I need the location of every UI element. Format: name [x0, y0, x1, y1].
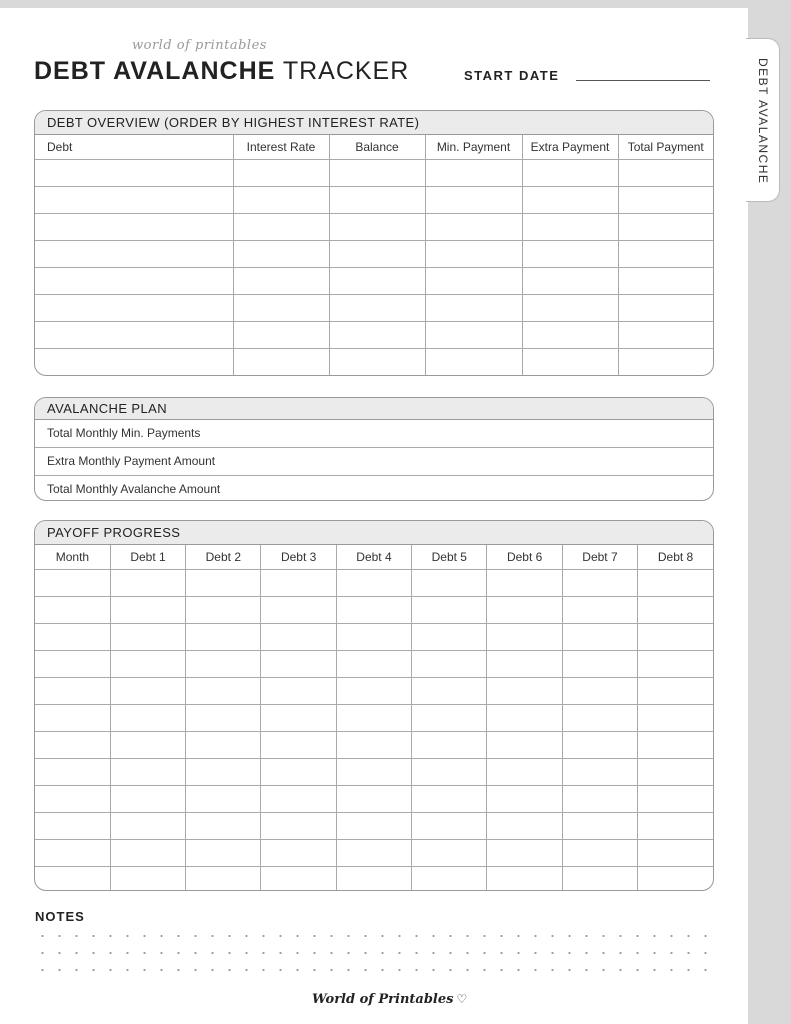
debt-overview-cell[interactable] [522, 295, 618, 322]
payoff-progress-cell[interactable] [336, 813, 411, 840]
payoff-progress-cell[interactable] [110, 570, 185, 597]
payoff-progress-cell[interactable] [412, 705, 487, 732]
payoff-progress-cell[interactable] [487, 570, 562, 597]
payoff-progress-cell[interactable] [110, 867, 185, 892]
payoff-progress-cell[interactable] [487, 786, 562, 813]
payoff-progress-cell[interactable] [110, 705, 185, 732]
debt-overview-cell[interactable] [329, 187, 425, 214]
payoff-progress-cell[interactable] [336, 570, 411, 597]
payoff-progress-cell[interactable] [638, 570, 713, 597]
payoff-progress-row [35, 732, 713, 759]
payoff-progress-table [35, 545, 713, 891]
payoff-progress-cell[interactable] [638, 840, 713, 867]
debt-overview-cell[interactable] [618, 187, 713, 214]
debt-overview-cell[interactable] [522, 322, 618, 349]
debt-overview-cell[interactable] [522, 214, 618, 241]
debt-overview-cell[interactable] [329, 268, 425, 295]
column-header-debt-2: Debt 2 [186, 545, 261, 570]
payoff-progress-cell[interactable] [110, 678, 185, 705]
debt-overview-cell[interactable] [425, 295, 522, 322]
payoff-progress-cell[interactable] [261, 705, 336, 732]
payoff-progress-cell[interactable] [261, 651, 336, 678]
debt-overview-cell[interactable] [425, 349, 522, 376]
payoff-progress-cell[interactable] [412, 867, 487, 892]
payoff-progress-cell[interactable] [261, 597, 336, 624]
debt-overview-cell[interactable] [233, 322, 329, 349]
debt-overview-cell[interactable] [618, 160, 713, 187]
start-date-label: START DATE [464, 68, 560, 83]
payoff-progress-cell[interactable] [35, 867, 110, 892]
notes-dot-line[interactable] [34, 935, 716, 937]
debt-overview-row [35, 241, 713, 268]
payoff-progress-cell[interactable] [35, 759, 110, 786]
payoff-progress-cell[interactable] [261, 786, 336, 813]
payoff-progress-row [35, 840, 713, 867]
debt-overview-cell[interactable] [618, 268, 713, 295]
debt-overview-cell[interactable] [329, 214, 425, 241]
payoff-progress-cell[interactable] [487, 813, 562, 840]
payoff-progress-cell[interactable] [336, 651, 411, 678]
debt-overview-cell[interactable] [522, 268, 618, 295]
debt-overview-cell[interactable] [522, 187, 618, 214]
debt-overview-cell[interactable] [618, 241, 713, 268]
payoff-progress-cell[interactable] [261, 678, 336, 705]
debt-overview-panel [34, 110, 714, 376]
debt-overview-cell[interactable] [35, 187, 233, 214]
payoff-progress-cell[interactable] [638, 813, 713, 840]
payoff-progress-cell[interactable] [412, 732, 487, 759]
payoff-progress-cell[interactable] [336, 597, 411, 624]
debt-overview-row [35, 295, 713, 322]
payoff-progress-row [35, 759, 713, 786]
heart-icon: ♡ [456, 992, 468, 1006]
debt-overview-cell[interactable] [425, 268, 522, 295]
column-header-debt-3: Debt 3 [261, 545, 336, 570]
payoff-progress-cell[interactable] [110, 597, 185, 624]
payoff-progress-cell[interactable] [35, 840, 110, 867]
debt-overview-cell[interactable] [425, 187, 522, 214]
payoff-progress-cell[interactable] [186, 570, 261, 597]
payoff-progress-cell[interactable] [261, 624, 336, 651]
payoff-progress-panel [34, 520, 714, 891]
payoff-progress-cell[interactable] [412, 786, 487, 813]
column-header-debt-4: Debt 4 [336, 545, 411, 570]
debt-overview-cell[interactable] [35, 214, 233, 241]
debt-overview-cell[interactable] [35, 268, 233, 295]
payoff-progress-row [35, 570, 713, 597]
payoff-progress-cell[interactable] [562, 624, 637, 651]
payoff-progress-cell[interactable] [336, 624, 411, 651]
payoff-progress-row [35, 705, 713, 732]
debt-overview-cell[interactable] [233, 241, 329, 268]
payoff-progress-cell[interactable] [110, 813, 185, 840]
payoff-progress-cell[interactable] [110, 786, 185, 813]
payoff-progress-cell[interactable] [562, 651, 637, 678]
payoff-progress-cell[interactable] [562, 570, 637, 597]
payoff-progress-cell[interactable] [412, 813, 487, 840]
plan-row-extra-payment[interactable]: Extra Monthly Payment Amount [35, 447, 713, 475]
debt-overview-cell[interactable] [233, 160, 329, 187]
payoff-progress-cell[interactable] [336, 759, 411, 786]
payoff-progress-cell[interactable] [186, 597, 261, 624]
payoff-progress-cell[interactable] [562, 678, 637, 705]
debt-overview-cell[interactable] [618, 322, 713, 349]
payoff-progress-cell[interactable] [638, 597, 713, 624]
debt-overview-cell[interactable] [329, 322, 425, 349]
payoff-progress-cell[interactable] [336, 786, 411, 813]
payoff-progress-cell[interactable] [487, 840, 562, 867]
debt-overview-cell[interactable] [618, 214, 713, 241]
column-header-interest-rate: Interest Rate [233, 135, 329, 160]
debt-overview-table [35, 135, 713, 375]
payoff-progress-cell[interactable] [336, 678, 411, 705]
column-header-extra-payment: Extra Payment [522, 135, 618, 160]
payoff-progress-cell[interactable] [186, 840, 261, 867]
brand-script-logo: world of printables [132, 38, 267, 53]
notes-dot-line[interactable] [34, 969, 716, 971]
debt-overview-cell[interactable] [233, 187, 329, 214]
debt-overview-row [35, 268, 713, 295]
payoff-progress-cell[interactable] [562, 786, 637, 813]
payoff-progress-cell[interactable] [336, 732, 411, 759]
plan-row-total-min-payments[interactable]: Total Monthly Min. Payments [47, 426, 201, 440]
payoff-progress-cell[interactable] [562, 759, 637, 786]
page-title-bold: DEBT AVALANCHE [34, 57, 276, 85]
payoff-progress-row [35, 867, 713, 892]
payoff-progress-cell[interactable] [638, 624, 713, 651]
side-tab-label: DEBT AVALANCHE [756, 57, 770, 185]
column-header-debt-6: Debt 6 [487, 545, 562, 570]
payoff-progress-cell[interactable] [487, 597, 562, 624]
payoff-progress-cell[interactable] [638, 705, 713, 732]
payoff-progress-cell[interactable] [261, 570, 336, 597]
payoff-progress-cell[interactable] [562, 597, 637, 624]
payoff-progress-row [35, 786, 713, 813]
debt-overview-cell[interactable] [329, 349, 425, 376]
payoff-progress-cell[interactable] [487, 867, 562, 892]
payoff-progress-cell[interactable] [412, 651, 487, 678]
payoff-progress-cell[interactable] [35, 597, 110, 624]
debt-overview-cell[interactable] [233, 349, 329, 376]
avalanche-plan-title: AVALANCHE PLAN [35, 398, 713, 420]
payoff-progress-row [35, 597, 713, 624]
debt-overview-row [35, 214, 713, 241]
column-header-debt-7: Debt 7 [562, 545, 637, 570]
payoff-progress-cell[interactable] [487, 732, 562, 759]
payoff-progress-cell[interactable] [35, 570, 110, 597]
payoff-progress-cell[interactable] [186, 786, 261, 813]
payoff-progress-cell[interactable] [110, 732, 185, 759]
debt-overview-cell[interactable] [425, 322, 522, 349]
payoff-progress-cell[interactable] [261, 813, 336, 840]
payoff-progress-cell[interactable] [638, 759, 713, 786]
debt-overview-row [35, 349, 713, 376]
column-header-debt-1: Debt 1 [110, 545, 185, 570]
payoff-progress-cell[interactable] [261, 867, 336, 892]
payoff-progress-cell[interactable] [110, 651, 185, 678]
payoff-progress-cell[interactable] [487, 759, 562, 786]
column-header-debt-8: Debt 8 [638, 545, 713, 570]
payoff-progress-title: PAYOFF PROGRESS [35, 521, 713, 545]
start-date-field[interactable] [576, 80, 710, 81]
payoff-progress-cell[interactable] [186, 732, 261, 759]
payoff-progress-cell[interactable] [261, 732, 336, 759]
payoff-progress-cell[interactable] [487, 678, 562, 705]
payoff-progress-cell[interactable] [261, 759, 336, 786]
payoff-progress-cell[interactable] [562, 840, 637, 867]
footer-brand-text: World of Printables [312, 992, 454, 1007]
payoff-progress-cell[interactable] [35, 678, 110, 705]
payoff-progress-cell[interactable] [186, 813, 261, 840]
payoff-progress-cell[interactable] [35, 705, 110, 732]
notes-dot-line[interactable] [34, 952, 716, 954]
debt-overview-cell[interactable] [425, 214, 522, 241]
payoff-progress-cell[interactable] [35, 786, 110, 813]
payoff-progress-row [35, 624, 713, 651]
payoff-progress-row [35, 651, 713, 678]
payoff-progress-row [35, 678, 713, 705]
payoff-progress-cell[interactable] [110, 840, 185, 867]
payoff-progress-cell[interactable] [638, 867, 713, 892]
debt-overview-cell[interactable] [233, 295, 329, 322]
debt-overview-cell[interactable] [522, 349, 618, 376]
debt-overview-cell[interactable] [35, 241, 233, 268]
payoff-progress-cell[interactable] [487, 624, 562, 651]
payoff-progress-cell[interactable] [261, 840, 336, 867]
payoff-progress-cell[interactable] [562, 705, 637, 732]
payoff-progress-cell[interactable] [186, 867, 261, 892]
page-title-light: TRACKER [282, 57, 410, 85]
page-title [34, 56, 409, 86]
payoff-progress-cell[interactable] [562, 732, 637, 759]
debt-overview-cell[interactable] [522, 160, 618, 187]
debt-overview-cell[interactable] [618, 295, 713, 322]
payoff-progress-cell[interactable] [638, 786, 713, 813]
column-header-balance: Balance [329, 135, 425, 160]
column-header-debt: Debt [35, 135, 233, 160]
debt-overview-cell[interactable] [233, 268, 329, 295]
payoff-progress-cell[interactable] [638, 651, 713, 678]
payoff-progress-cell[interactable] [186, 624, 261, 651]
payoff-progress-cell[interactable] [186, 678, 261, 705]
debt-overview-cell[interactable] [35, 322, 233, 349]
payoff-progress-cell[interactable] [35, 651, 110, 678]
debt-overview-cell[interactable] [522, 241, 618, 268]
payoff-progress-cell[interactable] [638, 732, 713, 759]
notes-label: NOTES [35, 909, 85, 924]
payoff-progress-cell[interactable] [336, 867, 411, 892]
column-header-total-payment: Total Payment [618, 135, 713, 160]
debt-overview-cell[interactable] [329, 241, 425, 268]
payoff-progress-cell[interactable] [412, 570, 487, 597]
debt-overview-cell[interactable] [329, 160, 425, 187]
payoff-progress-cell[interactable] [110, 624, 185, 651]
plan-row-total-avalanche[interactable]: Total Monthly Avalanche Amount [35, 475, 713, 501]
payoff-progress-cell[interactable] [186, 759, 261, 786]
debt-overview-cell[interactable] [425, 241, 522, 268]
payoff-progress-cell[interactable] [487, 651, 562, 678]
payoff-progress-cell[interactable] [562, 813, 637, 840]
payoff-progress-cell[interactable] [487, 705, 562, 732]
debt-overview-title: DEBT OVERVIEW (ORDER BY HIGHEST INTEREST RATE) [35, 111, 713, 135]
column-header-min-payment: Min. Payment [425, 135, 522, 160]
payoff-progress-cell[interactable] [412, 840, 487, 867]
debt-overview-cell[interactable] [35, 160, 233, 187]
debt-overview-row [35, 322, 713, 349]
payoff-progress-cell[interactable] [412, 597, 487, 624]
payoff-progress-cell[interactable] [35, 624, 110, 651]
debt-overview-row [35, 160, 713, 187]
payoff-progress-cell[interactable] [412, 624, 487, 651]
column-header-month: Month [35, 545, 110, 570]
payoff-progress-cell[interactable] [412, 678, 487, 705]
payoff-progress-cell[interactable] [35, 813, 110, 840]
column-header-debt-5: Debt 5 [412, 545, 487, 570]
payoff-progress-cell[interactable] [186, 705, 261, 732]
payoff-progress-cell[interactable] [336, 705, 411, 732]
debt-overview-cell[interactable] [618, 349, 713, 376]
payoff-progress-cell[interactable] [336, 840, 411, 867]
debt-overview-cell[interactable] [233, 214, 329, 241]
debt-overview-cell[interactable] [35, 349, 233, 376]
footer-brand-logo [312, 992, 467, 1007]
debt-overview-cell[interactable] [329, 295, 425, 322]
payoff-progress-cell[interactable] [412, 759, 487, 786]
debt-overview-row [35, 187, 713, 214]
payoff-progress-cell[interactable] [110, 759, 185, 786]
payoff-progress-cell[interactable] [638, 678, 713, 705]
payoff-progress-cell[interactable] [186, 651, 261, 678]
payoff-progress-row [35, 813, 713, 840]
avalanche-plan-panel [34, 397, 714, 501]
payoff-progress-cell[interactable] [35, 732, 110, 759]
debt-overview-cell[interactable] [35, 295, 233, 322]
debt-overview-cell[interactable] [425, 160, 522, 187]
payoff-progress-cell[interactable] [562, 867, 637, 892]
